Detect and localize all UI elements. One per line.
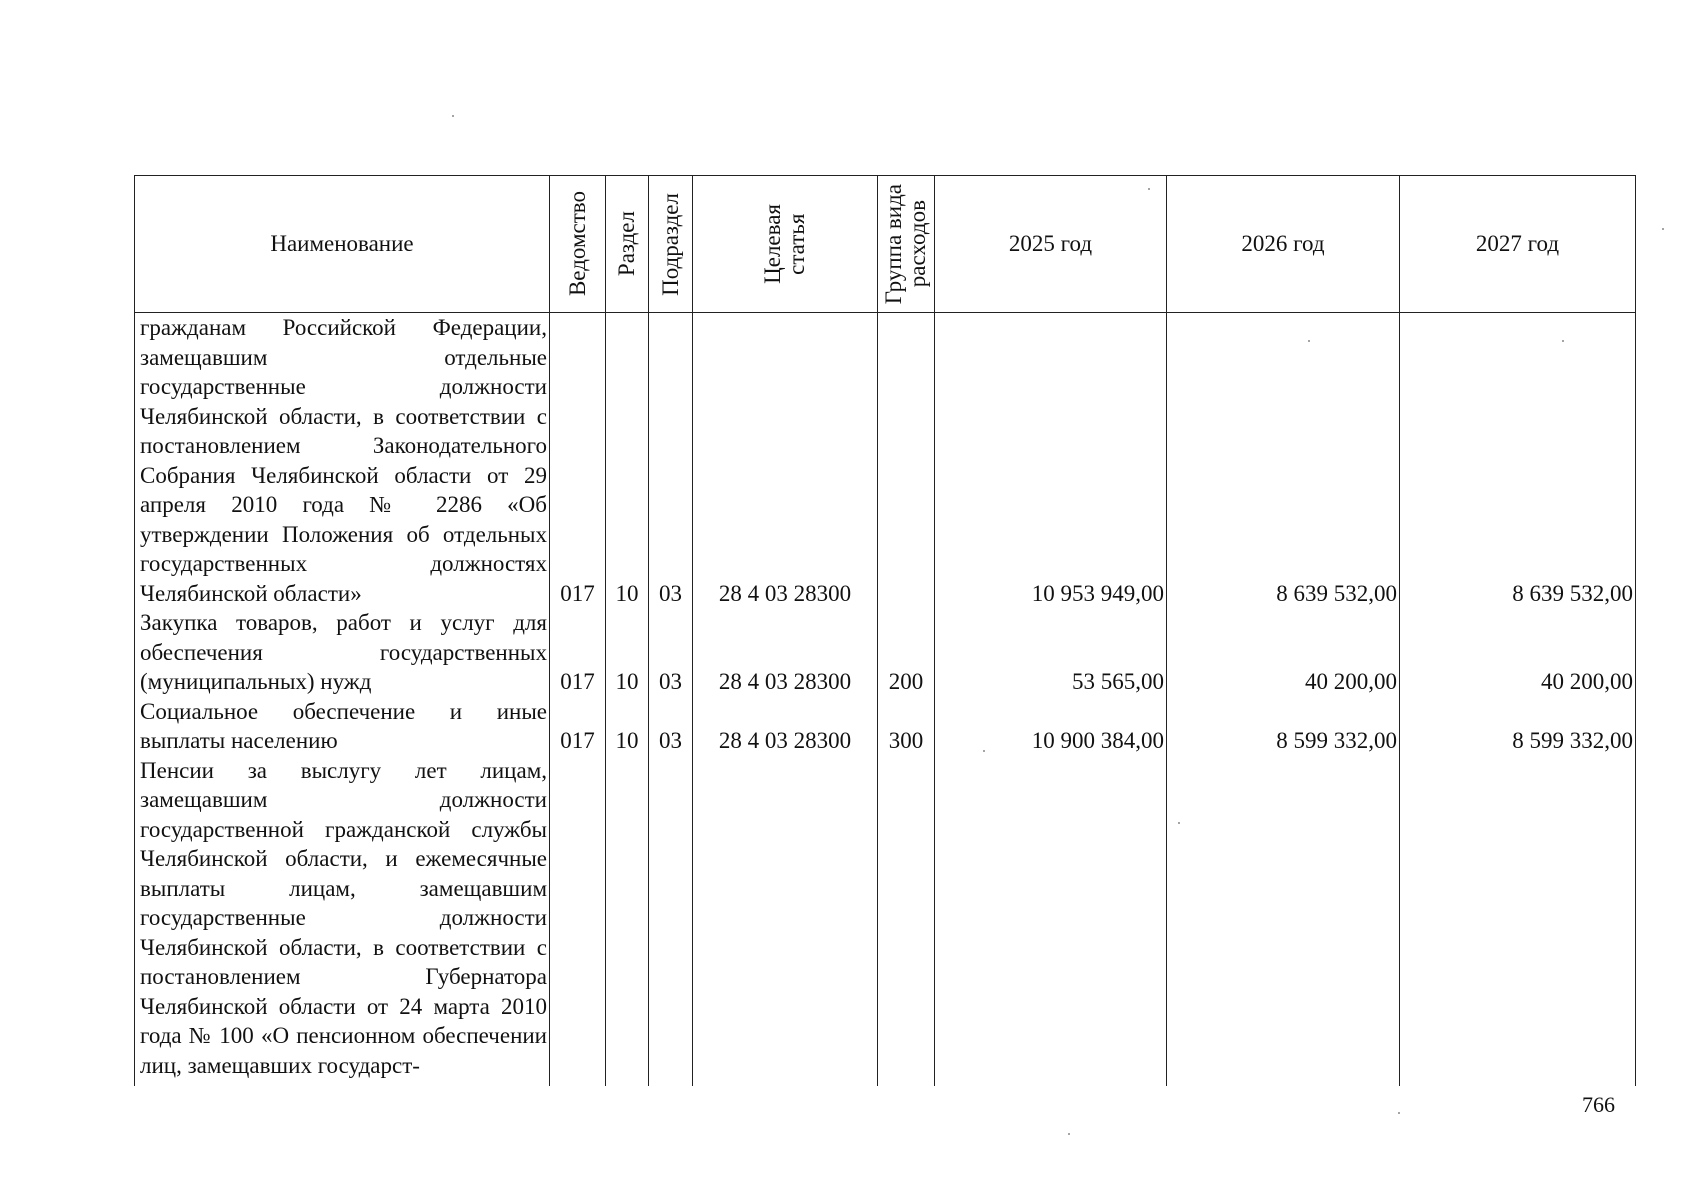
scan-speck — [1308, 340, 1310, 342]
table-row — [135, 756, 1636, 1086]
scan-speck — [1662, 228, 1664, 230]
header-name: Наименование — [135, 176, 550, 313]
row-subsection: 03 — [649, 608, 693, 697]
row-department: 017 — [550, 608, 606, 697]
row-section: 10 — [606, 608, 649, 697]
header-target-article: Целевая статья — [693, 176, 878, 313]
row-section: 10 — [606, 313, 649, 609]
scan-speck — [1178, 822, 1180, 824]
row-amount-2026: 8 639 532,00 — [1167, 313, 1400, 609]
row-subsection: 03 — [649, 313, 693, 609]
page-number: 766 — [1582, 1092, 1615, 1117]
row-expense-group — [878, 756, 935, 1086]
header-subsection: Подраздел — [649, 176, 693, 313]
scan-speck — [1068, 1133, 1070, 1135]
row-department: 017 — [550, 313, 606, 609]
budget-table — [134, 175, 1636, 1086]
row-department: 017 — [550, 697, 606, 756]
scan-speck — [1398, 1112, 1400, 1114]
row-amount-2027: 8 599 332,00 — [1400, 697, 1636, 756]
scan-speck — [1562, 340, 1564, 342]
header-year-2025: 2025 год — [935, 176, 1167, 313]
row-name: Закупка товаров, работ и услуг для обеспечения государственных (муниципальных) нужд — [135, 608, 550, 697]
row-section — [606, 756, 649, 1086]
header-expense-group: Группа вида расходов — [878, 176, 935, 313]
row-amount-2027: 8 639 532,00 — [1400, 313, 1636, 609]
row-amount-2025: 10 900 384,00 — [935, 697, 1167, 756]
row-name: гражданам Российской Федерации, замещавшим отдельные государственные должности Челябинской области, в соответствии с постановлением Законодательного Собрания Челябинской области от 29 апреля 2010 года № 2286 «Об утверждении Положения об отдельных государственных должностях Челябинской области» — [135, 313, 550, 609]
header-department: Ведомство — [550, 176, 606, 313]
row-subsection: 03 — [649, 697, 693, 756]
row-name: Пенсии за выслугу лет лицам, замещавшим должности государственной гражданской службы Челябинской области, и ежемесячные выплаты лицам, замещавшим государственные должности Челябинской области, в соответствии с постановлением Губернатора Челябинской области от 24 марта 2010 года № 100 «О пенсионном обеспечении лиц, замещавших государст- — [135, 756, 550, 1086]
header-year-2026: 2026 год — [1167, 176, 1400, 313]
row-department — [550, 756, 606, 1086]
table-row — [135, 313, 1636, 609]
row-subsection — [649, 756, 693, 1086]
row-amount-2026: 8 599 332,00 — [1167, 697, 1400, 756]
row-expense-group — [878, 313, 935, 609]
row-amount-2025 — [935, 756, 1167, 1086]
row-expense-group: 200 — [878, 608, 935, 697]
table-row — [135, 697, 1636, 756]
table-header-row — [135, 176, 1636, 313]
row-section: 10 — [606, 697, 649, 756]
row-target-article: 28 4 03 28300 — [693, 313, 878, 609]
row-amount-2026 — [1167, 756, 1400, 1086]
header-section: Раздел — [606, 176, 649, 313]
row-target-article: 28 4 03 28300 — [693, 608, 878, 697]
row-expense-group: 300 — [878, 697, 935, 756]
scan-speck — [1148, 188, 1150, 190]
scan-speck — [452, 115, 454, 117]
header-year-2027: 2027 год — [1400, 176, 1636, 313]
row-target-article: 28 4 03 28300 — [693, 697, 878, 756]
table-row — [135, 608, 1636, 697]
row-amount-2026: 40 200,00 — [1167, 608, 1400, 697]
row-amount-2025: 10 953 949,00 — [935, 313, 1167, 609]
row-target-article — [693, 756, 878, 1086]
row-amount-2025: 53 565,00 — [935, 608, 1167, 697]
row-amount-2027 — [1400, 756, 1636, 1086]
row-amount-2027: 40 200,00 — [1400, 608, 1636, 697]
scan-speck — [983, 750, 985, 752]
row-name: Социальное обеспечение и иные выплаты населению — [135, 697, 550, 756]
